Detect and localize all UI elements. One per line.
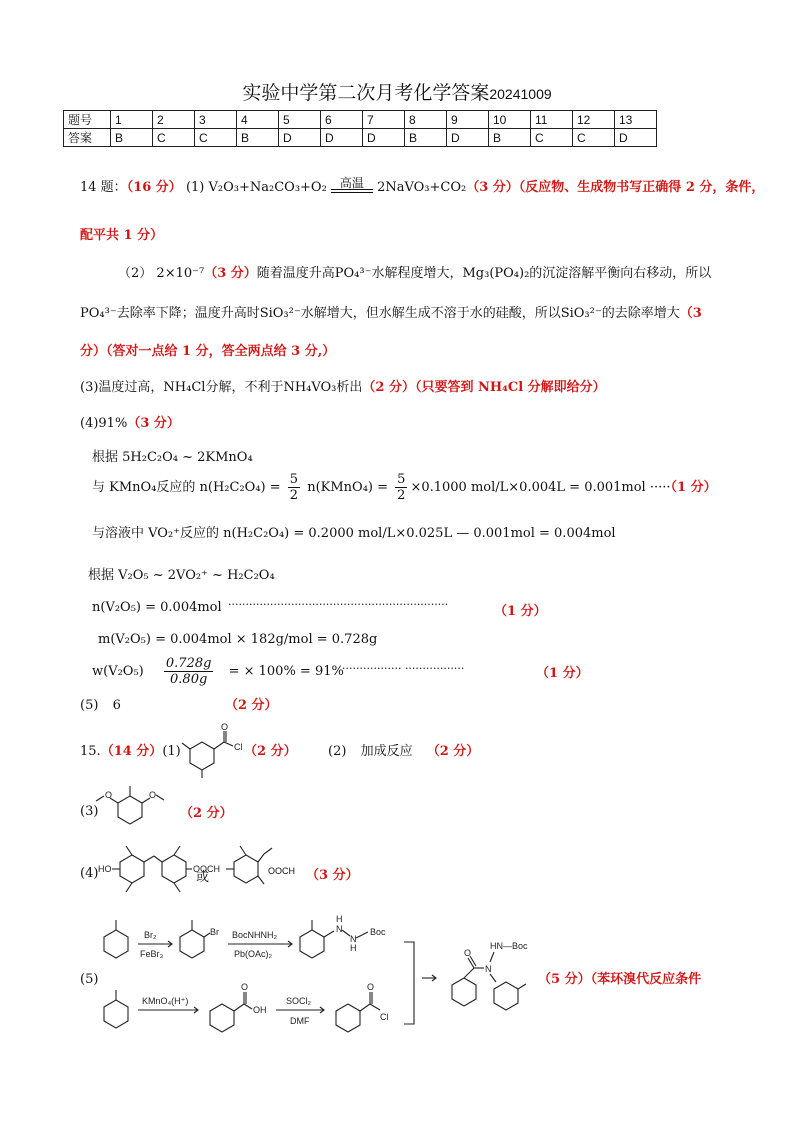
q14-p1-eq-right: 2NaVO₃+CO₂: [377, 180, 467, 195]
q14-p1-note-a: （3 分）（反应物、生成物书写正确得 2 分，条件，: [466, 180, 765, 195]
table-cell: D: [615, 129, 657, 147]
label-cl: Cl: [380, 1012, 389, 1022]
q14-p4-line5: [92, 600, 222, 615]
q14-p3-note: （2 分）（只要答到 NH₄Cl 分解即给分）: [362, 380, 606, 395]
q14-p4-l2b: n(KMnO₄) =: [307, 480, 389, 495]
q14-p4-l2a: 与 KMnO₄反应的 n(H₂C₂O₄) =: [92, 480, 281, 495]
fraction-denominator: 2: [397, 488, 406, 503]
q14-p2-label: （2）: [118, 266, 153, 281]
q14-p2-text2: PO₄³⁻去除率下降；温度升高时SiO₃²⁻水解增大，但水解生成不溶于水的硅酸，所以SiO₃²⁻的去除率增大: [80, 306, 680, 321]
title-text: 实验中学第二次月考化学答案: [242, 82, 490, 104]
fraction-denominator: 2: [289, 488, 299, 503]
label-o: O: [105, 790, 113, 800]
q15-p2-label: (2): [328, 744, 347, 759]
table-cell: 4: [237, 111, 279, 129]
q15-p2-score: （2 分）: [426, 744, 480, 759]
q15-p4-label: (4): [80, 866, 99, 881]
q14-p4-fraction-1: [288, 472, 300, 503]
table-cell: D: [321, 129, 363, 147]
table-cell: 6: [321, 111, 363, 129]
q14-p4-l2-score: （1 分）: [670, 480, 717, 495]
table-cell: 3: [195, 111, 237, 129]
answer-table: [63, 110, 657, 147]
q14-part3-line: [80, 376, 606, 395]
label-oh: OH: [253, 1005, 267, 1015]
table-cell: 10: [489, 111, 531, 129]
label-n: N: [336, 924, 343, 934]
label-h: H: [350, 943, 357, 953]
label-o: O: [464, 948, 472, 958]
q14-p4-l7a: w(V₂O₅): [92, 664, 144, 679]
q14-p4-l2c: ×0.1000 mol/L×0.004L = 0.001mol ·····: [410, 480, 671, 495]
q14-p4-l5-score: （1 分）: [494, 604, 547, 619]
q14-p2-text1: 随着温度升高PO₄³⁻水解程度增大，Mg₃(PO₄)₂的沉淀溶解平衡向右移动，所以: [256, 266, 712, 281]
q14-p5-value: 6: [112, 698, 121, 713]
q14-p1-eq-left: V₂O₃+Na₂CO₃+O₂: [208, 180, 327, 195]
q15-p1-structure: [176, 722, 244, 780]
label-hn-boc: HN—Boc: [490, 941, 528, 951]
reagent-kmno4: KMnO₄(H⁺): [142, 996, 189, 1006]
table-cell: 5: [279, 111, 321, 129]
q14-p4-l5: n(V₂O₅) = 0.004mol: [92, 600, 222, 615]
q14-p4-line4: 根据 V₂O₅ ~ 2VO₂⁺ ~ H₂C₂O₄: [88, 568, 275, 583]
table-cell: 9: [447, 111, 489, 129]
label-ooch: OOCH: [193, 864, 220, 874]
q14-p4-l7-dots: ················· ·················: [342, 662, 465, 675]
q15-p3-score: （2 分）: [180, 806, 233, 821]
q15-p5-score: （5 分）（苯环溴代反应条件: [538, 972, 702, 987]
label-ho: HO: [98, 864, 112, 874]
table-cell: 2: [153, 111, 195, 129]
table-cell: D: [447, 129, 489, 147]
q14-p2-value: 2×10⁻⁷: [156, 266, 205, 281]
q15-part2-line: [328, 740, 479, 759]
fraction-numerator: 0.728g: [165, 656, 212, 671]
q14-p4-line3: 与溶液中 VO₂⁺反应的 n(H₂C₂O₄) = 0.2000 mol/L×0.025L — 0.001mol = 0.004mol: [92, 526, 616, 541]
label-n: N: [350, 934, 357, 944]
q15-p4-sub2: OOCH: [268, 866, 295, 876]
q14-p1-condition: 高温: [339, 176, 364, 190]
table-cell: C: [195, 129, 237, 147]
q15-p1-score: （2 分）: [244, 744, 297, 759]
q15-head: 15.: [80, 744, 101, 759]
q14-p4-head: (4)91%: [80, 416, 128, 431]
table-row-answers: [64, 129, 657, 147]
table-answer-label: 答案: [64, 129, 111, 147]
label-n: N: [485, 964, 492, 974]
table-row-numbers: [64, 111, 657, 129]
table-cell: B: [111, 129, 153, 147]
q14-p2-score: （3 分）: [204, 266, 257, 281]
page-title: [0, 78, 794, 105]
table-header-label: 题号: [64, 111, 111, 129]
reagent-febr3: FeBr₃: [140, 949, 164, 959]
q15-score: （14 分）: [100, 744, 163, 759]
q14-p4-line1: 根据 5H₂C₂O₄ ~ 2KMnO₄: [92, 450, 253, 465]
fraction-numerator: 5: [289, 472, 299, 487]
q15-part1-line: [80, 740, 181, 759]
fraction-denominator: 0.80g: [170, 672, 208, 687]
q15-p2-text: 加成反应: [360, 744, 413, 759]
q14-p4-fraction-2: [395, 472, 407, 503]
q14-p2-note: 分）（答对一点给 1 分，答全两点给 3 分,）: [80, 344, 336, 359]
label-o: O: [367, 982, 375, 992]
label-o: O: [221, 722, 229, 732]
table-cell: B: [489, 129, 531, 147]
q14-p5-label: (5): [80, 698, 99, 713]
q15-p5-label: (5): [80, 972, 99, 987]
q15-p3-structure: [92, 782, 166, 834]
q14-part2-line1: [118, 262, 711, 281]
table-cell: D: [279, 129, 321, 147]
q15-p1-label: (1): [162, 744, 181, 759]
q15-p4-or: 或: [196, 870, 210, 885]
q14-score: （16 分）: [126, 180, 182, 195]
label-boc: Boc: [370, 927, 386, 937]
q14-p1-note-b: 配平共 1 分）: [80, 228, 164, 243]
q14-head: 14 题：: [80, 180, 127, 195]
q14-p4-line7: [92, 656, 344, 687]
q14-p3-text: (3)温度过高，NH₄Cl分解，不利于NH₄VO₃析出: [80, 380, 363, 395]
table-cell: C: [573, 129, 615, 147]
q14-part5-line: [80, 694, 278, 713]
table-cell: B: [405, 129, 447, 147]
q14-p4-line2: [92, 472, 717, 503]
label-o: O: [241, 982, 249, 992]
q15-p5-route: [92, 906, 532, 1056]
q14-p1-label: (1): [185, 180, 205, 195]
q14-p4-line6: m(V₂O₅) = 0.004mol × 182g/mol = 0.728g: [98, 632, 378, 647]
q14-part2-line2: [80, 302, 702, 321]
q14-p1-equals: [331, 177, 373, 193]
q14-p2-score2: （3: [679, 306, 702, 321]
reagent-dmf: DMF: [290, 1016, 310, 1026]
q14-p5-score: （2 分）: [224, 698, 278, 713]
label-cl: Cl: [234, 742, 243, 752]
table-cell: 12: [573, 111, 615, 129]
q14-p4-l7b: = × 100% = 91%: [228, 664, 344, 679]
table-cell: 13: [615, 111, 657, 129]
table-cell: 8: [405, 111, 447, 129]
q15-p3-label: (3): [80, 804, 99, 819]
q14-p4-score: （3 分）: [127, 416, 180, 431]
label-h: H: [336, 914, 343, 924]
table-cell: D: [363, 129, 405, 147]
table-cell: C: [153, 129, 195, 147]
reagent-br2: Br₂: [144, 930, 157, 940]
reagent-pd: Pb(OAc)₂: [234, 949, 272, 959]
table-cell: 11: [531, 111, 573, 129]
q14-p4-l7-score: （1 分）: [536, 666, 589, 681]
table-cell: 1: [111, 111, 153, 129]
reagent-socl2: SOCl₂: [286, 996, 311, 1006]
q14-p4-l5-dots: ·······························································: [228, 598, 449, 611]
table-cell: C: [531, 129, 573, 147]
title-date: 20241009: [489, 86, 552, 102]
q14-part4-head: [80, 412, 180, 431]
q15-p4-score: （3 分）: [306, 868, 359, 883]
table-cell: B: [237, 129, 279, 147]
q14-p4-fraction-3: [164, 656, 214, 687]
reagent-bocnhnh2: BocNHNH₂: [232, 930, 277, 940]
label-br: Br: [210, 927, 219, 937]
table-cell: 7: [363, 111, 405, 129]
label-o: O: [149, 790, 157, 800]
fraction-numerator: 5: [397, 472, 406, 487]
q14-part1-line: [80, 176, 764, 197]
